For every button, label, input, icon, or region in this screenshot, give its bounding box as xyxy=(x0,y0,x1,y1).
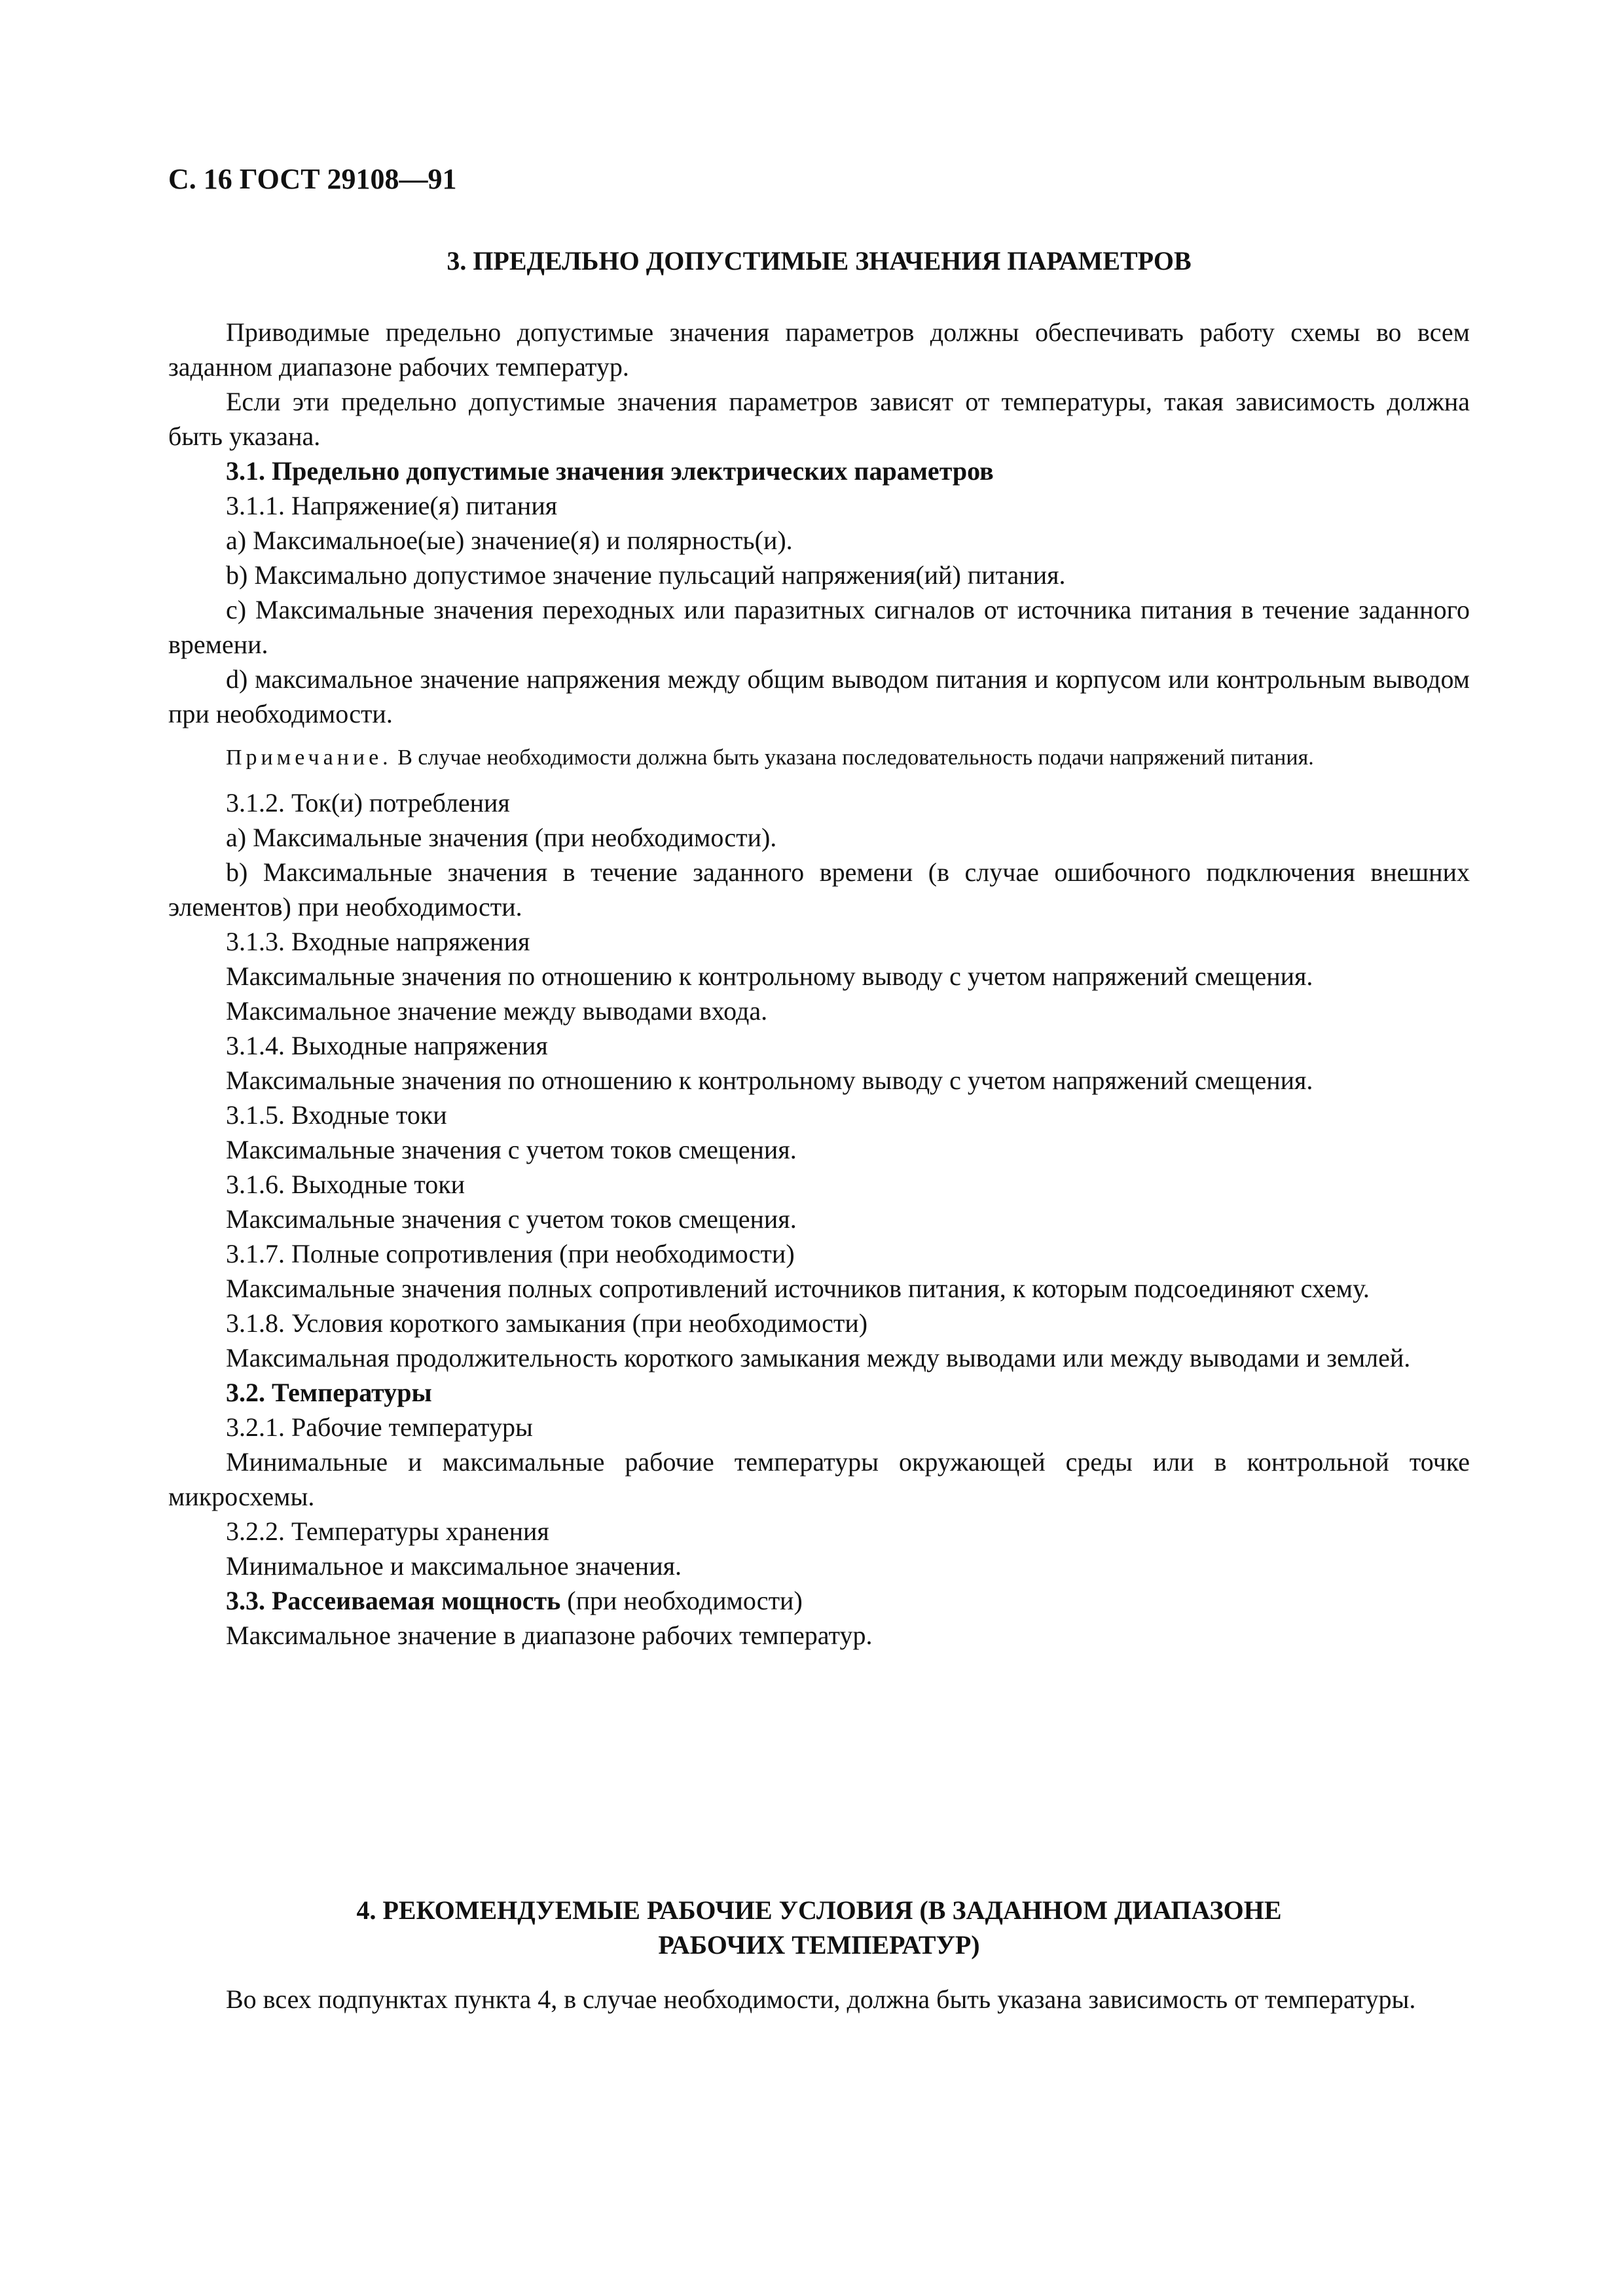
subsection-3-3-suffix: (при необходимости) xyxy=(560,1586,803,1615)
paragraph: Максимальные значения по отношению к контрольному выводу с учетом напряжений смещения. xyxy=(226,961,1313,991)
subsection-3-3 xyxy=(168,1583,1470,1618)
subsection-3-2-title: 3.2. Температуры xyxy=(226,1378,432,1407)
item-3-1-2-a: а) Максимальные значения (при необходимости). xyxy=(226,823,777,852)
item-3-2-2: 3.2.2. Температуры хранения xyxy=(226,1516,549,1546)
item-3-1-1-b: b) Максимально допустимое значение пульсаций напряжения(ий) питания. xyxy=(226,560,1066,590)
paragraph: Приводимые предельно допустимые значения параметров должны обеспечивать работу схемы во всем заданном диапазоне рабочих температур. xyxy=(168,317,1470,382)
item-3-1-2: 3.1.2. Ток(и) потребления xyxy=(226,788,510,817)
item-3-1-6: 3.1.6. Выходные токи xyxy=(226,1170,465,1199)
item-3-1-1-c: c) Максимальные значения переходных или паразитных сигналов от источника питания в течение заданного времени. xyxy=(168,595,1470,659)
paragraph: Во всех подпунктах пункта 4, в случае необходимости, должна быть указана зависимость от температуры. xyxy=(226,1984,1416,2014)
item-3-1-1-a: а) Максимальное(ые) значение(я) и полярность(и). xyxy=(226,526,793,555)
item-3-1-3: 3.1.3. Входные напряжения xyxy=(226,927,530,956)
paragraph: Минимальные и максимальные рабочие температуры окружающей среды или в контрольной точке микросхемы. xyxy=(168,1447,1470,1511)
paragraph: Максимальные значения с учетом токов смещения. xyxy=(226,1204,797,1234)
item-3-2-1: 3.2.1. Рабочие температуры xyxy=(226,1412,533,1442)
section-4-title-line1: 4. РЕКОМЕНДУЕМЫЕ РАБОЧИЕ УСЛОВИЯ (В ЗАДАННОМ ДИАПАЗОНЕ xyxy=(356,1895,1282,1925)
paragraph: Минимальное и максимальное значения. xyxy=(226,1551,682,1581)
item-3-1-1-d: d) максимальное значение напряжения между общим выводом питания и корпусом или контрольным выводом при необходимости. xyxy=(168,664,1470,728)
section-4-title-line2: РАБОЧИХ ТЕМПЕРАТУР) xyxy=(658,1930,980,1960)
section-4-body xyxy=(168,1982,1470,2017)
paragraph: Максимальные значения полных сопротивлений источников питания, к которым подсоединяют схему. xyxy=(226,1274,1370,1303)
item-3-1-2-b: b) Максимальные значения в течение заданного времени (в случае ошибочного подключения внешних элементов) при необходимости. xyxy=(168,857,1470,922)
paragraph: Максимальные значения по отношению к контрольному выводу с учетом напряжений смещения. xyxy=(226,1066,1313,1095)
subsection-3-1-title: 3.1. Предельно допустимые значения электрических параметров xyxy=(226,456,994,486)
paragraph: Если эти предельно допустимые значения параметров зависят от температуры, такая зависимость должна быть указана. xyxy=(168,387,1470,451)
item-3-1-5: 3.1.5. Входные токи xyxy=(226,1100,447,1130)
item-3-1-8: 3.1.8. Условия короткого замыкания (при необходимости) xyxy=(226,1308,868,1338)
subsection-3-3-title: 3.3. Рассеиваемая мощность xyxy=(226,1586,561,1615)
item-3-1-7: 3.1.7. Полные сопротивления (при необходимости) xyxy=(226,1239,795,1268)
note-text: В случае необходимости должна быть указана последовательность подачи напряжений питания. xyxy=(392,745,1314,770)
item-3-1-4: 3.1.4. Выходные напряжения xyxy=(226,1031,548,1060)
paragraph: Максимальная продолжительность короткого замыкания между выводами или между выводами и землей. xyxy=(226,1343,1411,1372)
paragraph: Максимальное значение в диапазоне рабочих температур. xyxy=(226,1621,873,1650)
note-label: Примечание. xyxy=(226,745,392,770)
section-3-title: 3. ПРЕДЕЛЬНО ДОПУСТИМЫЕ ЗНАЧЕНИЯ ПАРАМЕТРОВ xyxy=(447,246,1192,276)
section-3-body xyxy=(168,315,1470,1653)
paragraph: Максимальное значение между выводами входа. xyxy=(226,996,768,1026)
page-header: С. 16 ГОСТ 29108—91 xyxy=(168,163,457,195)
paragraph: Максимальные значения с учетом токов смещения. xyxy=(226,1135,797,1164)
note xyxy=(168,743,1470,772)
section-4-title xyxy=(168,1893,1470,1962)
item-3-1-1: 3.1.1. Напряжение(я) питания xyxy=(226,491,558,520)
